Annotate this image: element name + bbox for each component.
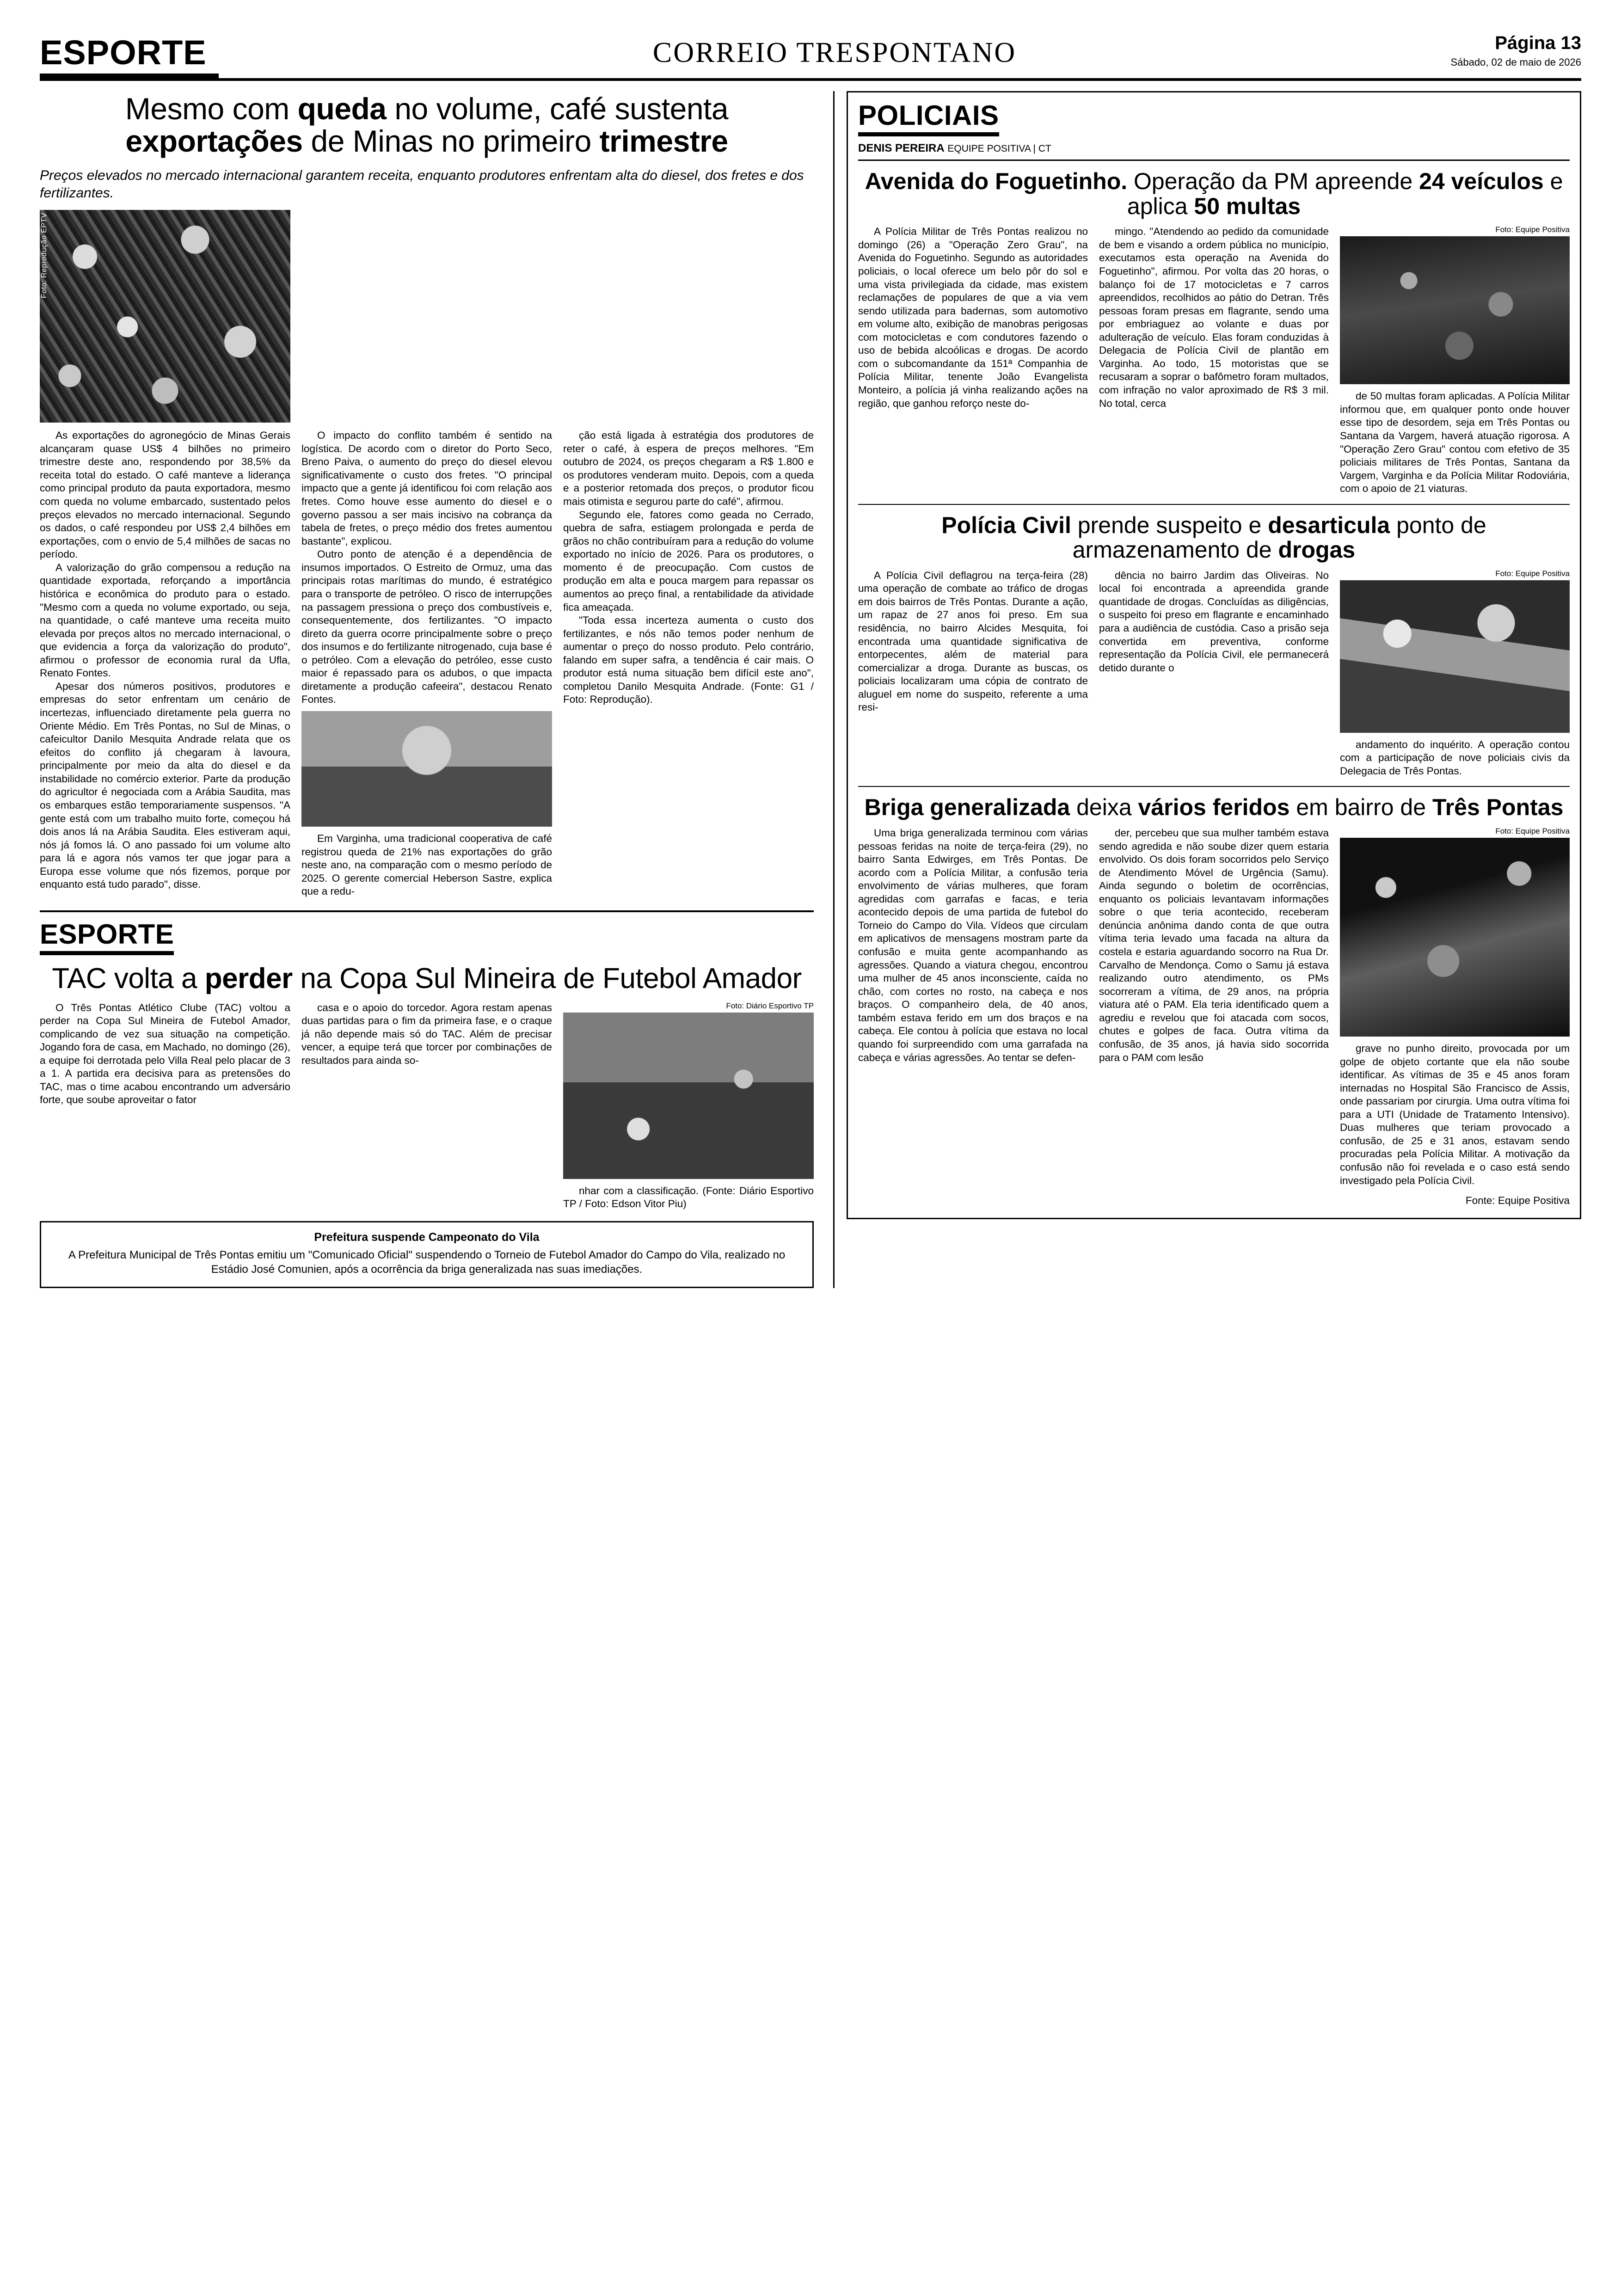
tac-body xyxy=(40,1001,814,1211)
page-meta xyxy=(1450,32,1581,72)
interviewee-portrait-photo xyxy=(301,711,552,827)
paragraph: O Três Pontas Atlético Clube (TAC) voltou a perder na Copa Sul Mineira de Futebol Amador, complicando de vez sua situação na competição. Jogando fora de casa, em Machado, no domingo (26), a equipe foi derrotada pelo Villa Real pelo placar de 3 a 1. A partida era decisiva para as pretensões do TAC, mas o time acabou encontrando um adversário forte, que soube aproveitar o fator xyxy=(40,1001,290,1106)
paragraph: Segundo ele, fatores como geada no Cerrado, quebra de safra, estiagem prolongada e perda de grãos no chão contribuíram para a redução do volume exportado no início de 2026. Para os produtores, o momento é de preocupação. Com custos de produção em alta e pouca margem para repassar os aumentos ao preço final, a rentabilidade da atividade fica ameaçada. xyxy=(563,509,814,613)
football-match-photo xyxy=(563,1013,814,1179)
divider xyxy=(40,910,814,912)
paragraph: grave no punho direito, provocada por um golpe de objeto cortante que ela não soube identificar. As vítimas de 35 e 45 anos foram internadas no Hospital São Francisco de Assis, onde passariam por cirurgia. Uma outra vítima foi para a UTI (Unidade de Tratamento Intensivo). Duas mulheres que teriam provocado a confusão, de 25 e 31 anos, estavam sendo procuradas pela Polícia Militar. A motivação da confusão não foi revelada e o caso está sendo investigado pela Polícia Civil. xyxy=(1340,1042,1570,1186)
section-label-esporte-2: ESPORTE xyxy=(40,921,174,955)
paragraph: A valorização do grão compensou a redução na quantidade exportada, reforçando a importância histórica e econômica do produto para o estado. "Mesmo com a queda no volume exportado, ou seja, na quantidade, o café manteve uma receita muito elevada por preços altos no mercado internacional, o que evidencia a força da valorização do produto", afirmou o professor de economia rural da Ufla, Renato Fontes. xyxy=(40,561,290,679)
paragraph: dência no bairro Jardim das Oliveiras. No local foi encontrada a apreendida grande quantidade de drogas. Concluídas as diligências, o suspeito foi preso em flagrante e encaminhado para a audiência de custódia. Caso a prisão seja convertida em preventiva, conforme representação da Polícia Civil, ele permanecerá detido durante o xyxy=(1099,569,1329,674)
photo-credit: Foto: Equipe Positiva xyxy=(1495,569,1570,578)
photo-credit: Foto: Reprodução EPTV xyxy=(40,213,48,299)
section-label-policiais: POLICIAIS xyxy=(858,102,999,136)
drogas-headline: Polícia Civil prende suspeito e desarticula ponto de armazenamento de drogas xyxy=(941,512,1486,563)
story3-col-2 xyxy=(1099,827,1329,1207)
divider xyxy=(858,786,1570,787)
paragraph: As exportações do agronegócio de Minas Gerais alcançaram quase US$ 4 bilhões no primeiro trimestre deste ano, respondendo por 38,5% da receita total do estado. O café manteve a liderança como principal produto da pauta exportadora, mesmo com queda no volume embarcado, sustentado pelos preços elevados no mercado internacional. Segundo os dados, o café respondeu por US$ 2,4 bilhões em exportações, com o envio de 5,4 milhões de sacas no período. xyxy=(40,430,290,560)
paragraph: andamento do inquérito. A operação contou com a participação de nove policiais civis da Delegacia de Três Pontas. xyxy=(1340,738,1570,777)
photo-credit: Foto: Equipe Positiva xyxy=(1495,225,1570,234)
paragraph: Uma briga generalizada terminou com várias pessoas feridas na noite de terça-feira (29), no bairro Santa Edwirges, em Três Pontas. De acordo com a Polícia Militar, a confusão teria envolvimento de várias mulheres, que foram agredidas com garrafas e facas, e teria acontecido depois de uma partida de futebol do Torneio do Campo do Vila. Vídeos que circulam em aplicativos de mensagens mostram parte da confusão e muita gente acompanhando as agressões. Quando a viatura chegou, encontrou uma mulher de 45 anos inconsciente, caída no chão, com cortes no rosto, na cabeça e nos braços. O companheiro dela, de 40 anos, também estava ferido em um dos braços e na cabeça. Ele contou à polícia que estava no local quando foi surpreendido com uma garrafada na cabeça e várias agressões. Ao tentar se defen- xyxy=(858,827,1088,1063)
byline-role: EQUIPE POSITIVA | CT xyxy=(947,143,1051,154)
story2-col-2 xyxy=(1099,569,1329,778)
paragraph: Em Varginha, uma tradicional cooperativa de café registrou queda de 21% nas exportações do grão neste ano, na comparação com o mesmo período de 2025. O gerente comercial Heberson Sastre, explica que a redu- xyxy=(301,833,552,897)
story1-col-1 xyxy=(858,225,1088,496)
story3-col-3 xyxy=(1340,827,1570,1207)
paragraph: A Polícia Civil deflagrou na terça-feira (28) uma operação de combate ao tráfico de drogas em dois bairros de Três Pontas. Durante a ação, um rapaz de 27 anos foi preso. Em sua residência, no bairro Alcides Mesquita, foi encontrada uma quantidade significativa de entorpecentes, além de material para comercializar a droga. Durante as buscas, os policiais localizaram uma cópia de contrato de aluguel em nome do suspeito, referente a uma resi- xyxy=(858,569,1088,713)
masthead xyxy=(40,32,1581,81)
policiais-story-2 xyxy=(858,513,1570,778)
lead-deck: Preços elevados no mercado internacional garantem receita, enquanto produtores enfrentam alta do diesel, dos fretes e dos fertilizantes. xyxy=(40,168,804,201)
byline xyxy=(858,142,1570,161)
paragraph: Apesar dos números positivos, produtores e empresas do setor enfrentam um cenário de incertezas, influenciado diretamente pela guerra no Oriente Médio. Em Três Pontas, no Sul de Minas, o cafeicultor Danilo Mesquita Andrade relata que os efeitos do conflito já chegaram à lavoura, principalmente por meio da alta do diesel e da instabilidade no comércio exterior. Parte da produção do agricultor é negociada com a Arábia Saudita, mas os embarques estão temporariamente suspensos. "A gente está com um trabalho muito forte, começou há dois anos lá na Arábia Saudita. Eles estiveram aqui, nós já fomos lá. O ano passado foi um volume alto para lá e agora nós vamos ter que jogar para a Europa esse volume que nós fizemos, porque por enquanto está tudo parado", disse. xyxy=(40,680,290,890)
tac-col-3 xyxy=(563,1001,814,1211)
esporte-secondary-story xyxy=(40,918,814,1288)
towed-motorcycles-photo xyxy=(1340,236,1570,384)
lead-col-1 xyxy=(40,210,290,898)
paragraph: der, percebeu que sua mulher também estava sendo agredida e não soube dizer quem estaria envolvido. Os dois foram socorridos pelo Serviço de Atendimento Móvel de Urgência (Samu). Ainda segundo o boletim de ocorrências, enquanto os policiais levantavam informações sobre o que teria acontecido, receberam denúncia anônima dando conta de que outra vítima teria levado uma facada na altura da costela e estaria aguardando socorro na Rua Dr. Carvalho de Mendonça. Como o Samu já estava realizando outro atendimento, os PMs socorreram a vítima, de 29 anos, na própria viatura até o PAM. Ela teria identificado quem a agrediu e revelou que foi atacada com socos, chutes e golpes de faca. Outra vítima da confusão, de 35 anos, já havia sido socorrida para o PAM com lesão xyxy=(1099,827,1329,1063)
story2-col-1 xyxy=(858,569,1088,778)
foguetinho-body xyxy=(858,225,1570,496)
photo-credit: Foto: Equipe Positiva xyxy=(1495,826,1570,835)
paragraph: O impacto do conflito também é sentido na logística. De acordo com o diretor do Porto Seco, Breno Paiva, o aumento do preço do diesel elevou significativamente o custo dos fretes. "O principal impacto que a gente já identificou foi com relação aos fretes. Como houve esse aumento do diesel e o governo passou a ser mais incisivo na cobrança da tabela de fretes, o preço médio dos fretes aumentou bastante", explicou. xyxy=(301,430,552,547)
lead-col-2 xyxy=(301,210,552,898)
briga-body xyxy=(858,827,1570,1207)
foguetinho-headline: Avenida do Foguetinho. Operação da PM apreende 24 veículos e aplica 50 multas xyxy=(865,168,1563,219)
vertical-divider xyxy=(833,91,835,1288)
source-line: Fonte: Equipe Positiva xyxy=(1465,1195,1570,1207)
publication-date: Sábado, 02 de maio de 2026 xyxy=(1450,56,1581,68)
story2-col-3 xyxy=(1340,569,1570,778)
tac-col-2 xyxy=(301,1001,552,1211)
paragraph: casa e o apoio do torcedor. Agora restam apenas duas partidas para o fim da primeira fase, e o craque já não depende mais só do TAC. Além de precisar vencer, a equipe terá que torcer por combinações de resultados para ainda so- xyxy=(301,1001,552,1066)
divider xyxy=(858,504,1570,505)
story1-col-2 xyxy=(1099,225,1329,496)
paragraph: "Toda essa incerteza aumenta o custo dos fertilizantes, e nós não temos poder nenhum de aumentar o preço do nosso produto. Pelo contrário, falando em super safra, a tendência é cair mais. O produtor está numa situação bem difícil este ano", completou Danilo Mesquita Andrade. (Fonte: G1 / Foto: Reprodução). xyxy=(563,614,814,706)
main-grid xyxy=(40,91,1581,1288)
photo-credit: Foto: Diário Esportivo TP xyxy=(726,1001,814,1010)
story3-col-1 xyxy=(858,827,1088,1207)
notice-box xyxy=(40,1221,814,1288)
lead-body xyxy=(40,210,814,898)
story1-col-3 xyxy=(1340,225,1570,496)
notice-title: Prefeitura suspende Campeonato do Vila xyxy=(314,1230,540,1244)
left-column xyxy=(40,91,826,1288)
coffee-plantation-photo xyxy=(40,210,290,423)
paragraph: ção está ligada à estratégia dos produtores de reter o café, à espera de preços melhores. "Em outubro de 2024, os preços chegaram a R$ 1.800 e os produtores venderam muito. Depois, com a queda e a posterior retomada dos preços, o produtor ficou mais otimista e segurou parte do café", afirmou. xyxy=(563,430,814,508)
policiais-frame xyxy=(847,91,1581,1219)
paragraph: mingo. "Atendendo ao pedido da comunidade de bem e visando a ordem pública no município, executamos esta operação na Avenida do Foguetinho", afirmou. Por volta das 20 horas, o balanço foi de 17 motocicletas e 7 carros apreendidos, recolhidos ao pátio do Detran. Três pessoas foram presas em flagrante, sendo uma por embriaguez ao volante e duas por adulteração de veículo. Elas foram conduzidas à Delegacia de Polícia Civil de plantão em Varginha. Ao todo, 15 motoristas que se recusaram a soprar o bafômetro foram multados, com infração no valor aproximado de R$ 3 mil. No total, cerca xyxy=(1099,226,1329,409)
paper-name: CORREIO TRESPONTANO xyxy=(652,37,1017,69)
notice-text: A Prefeitura Municipal de Três Pontas emitiu um "Comunicado Oficial" suspendendo o Torneio de Futebol Amador do Campo do Vila, realizado no Estádio José Comunien, após a ocorrência da briga generalizada nas suas imediações. xyxy=(68,1248,786,1276)
lead-story xyxy=(40,93,814,898)
right-column xyxy=(842,91,1581,1288)
section-label-esporte: ESPORTE xyxy=(40,36,219,78)
paragraph: de 50 multas foram aplicadas. A Polícia Militar informou que, em qualquer ponto onde houver esse tipo de desordem, seja em Três Pontas ou Santana da Vargem, haverá atuação rigorosa. A "Operação Zero Grau" contou com efetivo de 35 policiais militares de Três Pontas, Santana da Vargem, Varginha e da Polícia Militar Rodoviária, com o apoio de 21 viaturas. xyxy=(1340,390,1570,495)
briga-headline: Briga generalizada deixa vários feridos em bairro de Três Pontas xyxy=(864,794,1564,821)
policiais-story-3 xyxy=(858,795,1570,1207)
paragraph: nhar com a classificação. (Fonte: Diário Esportivo TP / Foto: Edson Vitor Piu) xyxy=(563,1185,814,1210)
paragraph: A Polícia Militar de Três Pontas realizou no domingo (26) a "Operação Zero Grau", na Avenida do Foguetinho. Segundo as autoridades policiais, o local oferece um belo pôr do sol e uma vista privilegiada da cidade, mas existem reclamações de populares de que a via vem sendo utilizada para badernas, som automotivo em volume alto, exibição de manobras perigosas com motocicletas e com condutores fazendo o uso de bebida alcoólicas e drogas. De acordo com o subcomandante da 151ª Companhia de Polícia Militar, tenente João Evangelista Monteiro, a polícia já vinha realizando ações na região, que ganhou reforço neste do- xyxy=(858,226,1088,409)
crowd-fight-photo xyxy=(1340,838,1570,1037)
tac-col-1 xyxy=(40,1001,290,1211)
drogas-body xyxy=(858,569,1570,778)
tac-headline: TAC volta a perder na Copa Sul Mineira de Futebol Amador xyxy=(52,962,802,995)
paragraph: Outro ponto de atenção é a dependência de insumos importados. O Estreito de Ormuz, uma das principais rotas marítimas do mundo, é estratégico para o transporte de petróleo. O risco de interrupções na passagem pressiona o preço dos combustíveis e, consequentemente, dos fertilizantes. "O impacto direto da guerra ocorre principalmente sobre o preço dos insumos e do fertilizante nitrogenado, cuja base é o petróleo. Com a elevação do petróleo, esse custo maior é repassado para os adubos, o que impacta diretamente a produção cafeeira", destacou Renato Fontes. xyxy=(301,548,552,706)
lead-col-3 xyxy=(563,210,814,898)
page-number: Página 13 xyxy=(1495,33,1581,53)
police-operation-photo xyxy=(1340,580,1570,733)
lead-headline: Mesmo com queda no volume, café sustenta exportações de Minas no primeiro trimestre xyxy=(125,92,729,159)
byline-name: DENIS PEREIRA xyxy=(858,142,945,155)
policiais-story-1 xyxy=(858,169,1570,496)
